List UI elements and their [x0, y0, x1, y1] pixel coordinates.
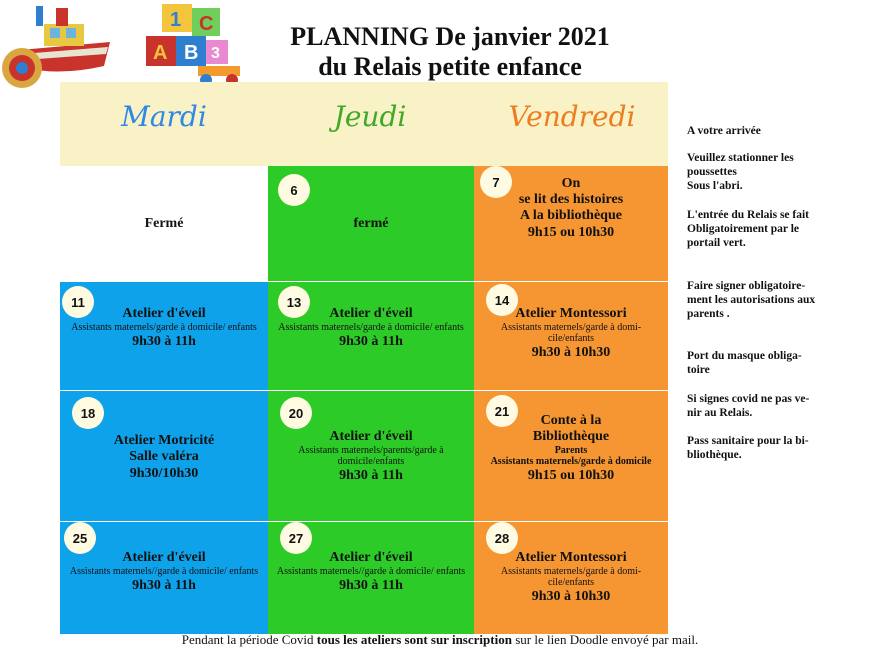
footer-bold-text: tous les ateliers sont sur inscription: [316, 632, 512, 647]
page-title: [200, 22, 700, 82]
date-badge: 27: [280, 522, 312, 554]
calendar-cell: [60, 166, 268, 281]
cell-text: fermé: [353, 216, 389, 231]
cell-time: 9h30 à 11h: [132, 334, 196, 349]
cell-title: Atelier d'éveil: [329, 550, 413, 565]
date-badge: 25: [64, 522, 96, 554]
footer-note: [60, 632, 820, 648]
cell-subtitle: Assistants maternels//garde à domicile/ enfants: [276, 566, 466, 577]
svg-text:C: C: [199, 13, 214, 35]
cell-title: Bibliothèque: [532, 429, 610, 444]
date-badge: 14: [486, 284, 518, 316]
note-line: Obligatoirement par le: [687, 223, 800, 235]
cell-title: Atelier Montessori: [515, 306, 627, 321]
cell-title: On: [561, 176, 581, 191]
cell-title: Atelier d'éveil: [329, 429, 413, 444]
date-badge: 28: [486, 522, 518, 554]
svg-text:1: 1: [170, 9, 182, 31]
svg-text:B: B: [184, 42, 199, 64]
date-badge: 11: [62, 286, 94, 318]
cell-title: Salle valéra: [129, 449, 199, 464]
cell-title: Atelier d'éveil: [329, 306, 413, 321]
date-badge: 7: [480, 166, 512, 198]
cell-subtitle: Assistants maternels/garde à domicile/ enfants: [71, 322, 257, 333]
cell-subtitle: Assistants maternels/garde à domi- cile/enfants: [500, 566, 642, 588]
calendar-cell: [60, 282, 268, 390]
calendar-cell: [474, 522, 668, 634]
note-line: Veuillez stationner les: [687, 152, 794, 164]
note-parking: [687, 151, 857, 193]
day-header-vendredi: Vendredi: [508, 100, 636, 133]
calendar-cell: [60, 391, 268, 521]
cell-title: Atelier Motricité: [113, 433, 215, 448]
cell-time: 9h30 à 11h: [339, 468, 403, 483]
note-line: Sous l'abri.: [687, 180, 743, 192]
cell-title: se lit des histoires: [518, 192, 624, 207]
day-header-mardi: Mardi: [121, 100, 207, 133]
svg-text:A: A: [153, 42, 168, 64]
note-line: portail vert.: [687, 237, 746, 249]
cell-subtitle: Assistants maternels/garde à domicile/ enfants: [278, 322, 464, 333]
cell-time: 9h30 à 10h30: [531, 345, 611, 360]
calendar-cell: [474, 391, 668, 521]
cell-time: 9h15 ou 10h30: [527, 468, 615, 483]
cell-subtitle: Assistants maternels//garde à domicile/ enfants: [69, 566, 259, 577]
cell-time: 9h30/10h30: [129, 466, 199, 481]
day-header-jeudi: Jeudi: [333, 100, 407, 133]
note-arrival: A votre arrivée: [687, 125, 761, 137]
cell-time: 9h30 à 10h30: [531, 589, 611, 604]
cell-time: 9h15 ou 10h30: [527, 225, 615, 240]
cell-subtitle: Parents: [554, 445, 588, 456]
note-line: Faire signer obligatoire-: [687, 280, 806, 292]
cell-title: Atelier d'éveil: [122, 306, 206, 321]
note-line: ment les autorisations aux: [687, 294, 816, 306]
footer-text: Pendant la période Covid: [181, 632, 317, 647]
cell-subtitle: Assistants maternels/garde à domi- cile/enfants: [500, 322, 642, 344]
title-line-2: du Relais petite enfance: [318, 52, 582, 81]
note-entrance: [687, 208, 857, 250]
note-mask: [687, 349, 857, 377]
date-badge: 21: [486, 395, 518, 427]
note-signature: [687, 279, 857, 321]
note-line: Pass sanitaire pour la bi-: [687, 435, 809, 447]
footer-text: sur le lien Doodle envoyé par mail.: [511, 632, 699, 647]
note-line: L'entrée du Relais se fait: [687, 209, 810, 221]
date-badge: 13: [278, 286, 310, 318]
note-line: parents .: [687, 308, 730, 320]
note-pass: [687, 434, 857, 462]
note-line: bliothèque.: [687, 449, 742, 461]
calendar-cell: [268, 166, 474, 281]
date-badge: 20: [280, 397, 312, 429]
calendar-cell: [60, 522, 268, 634]
note-line: Si signes covid ne pas ve-: [687, 393, 810, 405]
cell-time: 9h30 à 11h: [132, 578, 196, 593]
note-line: nir au Relais.: [687, 407, 753, 419]
title-line-1: PLANNING De janvier 2021: [290, 22, 610, 51]
cell-subtitle: Assistants maternels/garde à domicile: [490, 456, 652, 467]
cell-text: Fermé: [144, 216, 184, 231]
cell-time: 9h30 à 11h: [339, 334, 403, 349]
cell-title: A la bibliothèque: [520, 208, 622, 223]
calendar-cell: [474, 282, 668, 390]
cell-title: Atelier Montessori: [515, 550, 627, 565]
toy-boat-icon: [0, 2, 120, 92]
date-badge: 6: [278, 174, 310, 206]
cell-title: Atelier d'éveil: [122, 550, 206, 565]
note-line: toire: [687, 364, 710, 376]
cell-time: 9h30 à 11h: [339, 578, 403, 593]
note-line: poussettes: [687, 166, 737, 178]
calendar-cell: [268, 391, 474, 521]
date-badge: 18: [72, 397, 104, 429]
note-covid: [687, 392, 857, 420]
calendar-cell: [474, 166, 668, 281]
cell-title: Conte à la: [540, 413, 602, 428]
calendar-cell: [268, 522, 474, 634]
note-line: Port du masque obliga-: [687, 350, 802, 362]
cell-subtitle: Assistants maternels/parents/garde à domicile/enfants: [298, 445, 444, 467]
svg-text:3: 3: [211, 45, 220, 62]
calendar-cell: [268, 282, 474, 390]
